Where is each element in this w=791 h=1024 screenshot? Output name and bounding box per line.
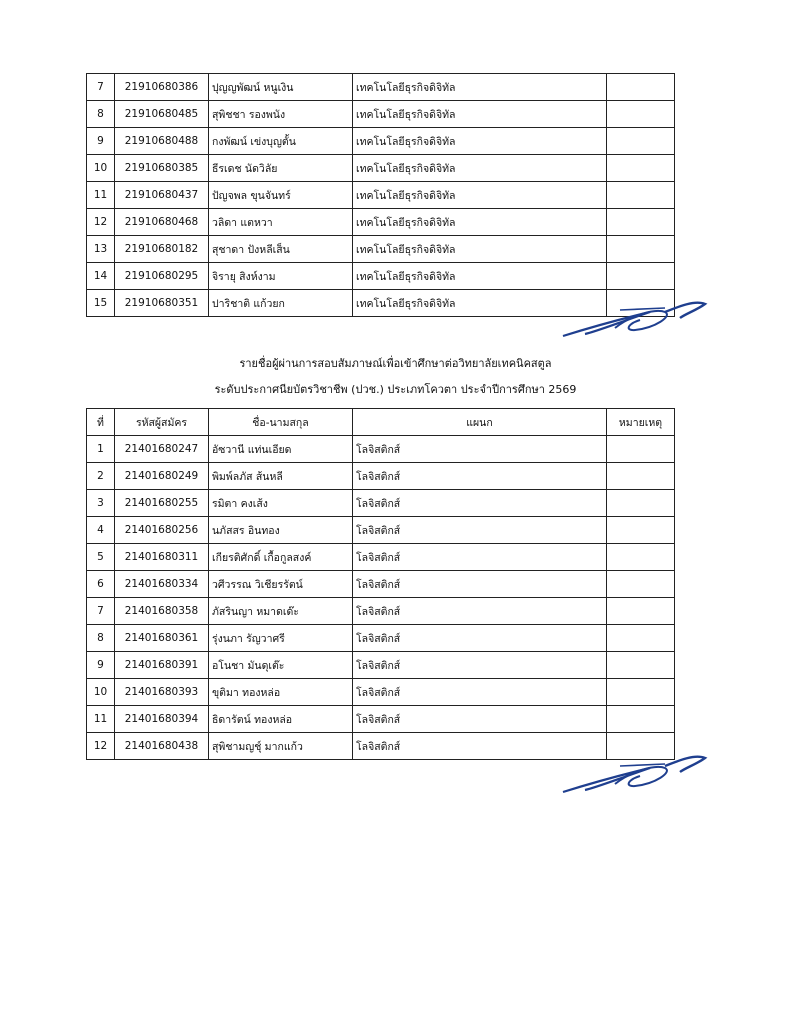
remarks bbox=[607, 571, 675, 598]
header-department: แผนก bbox=[353, 409, 607, 436]
remarks bbox=[607, 463, 675, 490]
applicant-name: เกียรติศักดิ์ เกื้อกูลสงค์ bbox=[209, 544, 353, 571]
applicant-id: 21401680256 bbox=[115, 517, 209, 544]
row-number: 9 bbox=[87, 652, 115, 679]
row-number: 13 bbox=[87, 236, 115, 263]
applicant-id: 21910680488 bbox=[115, 128, 209, 155]
applicant-name: ภัสรินญา หมาดเด๊ะ bbox=[209, 598, 353, 625]
table-row bbox=[87, 598, 675, 625]
applicant-name: ธีรเดช นัดวิลัย bbox=[209, 155, 353, 182]
table-row bbox=[87, 679, 675, 706]
row-number: 6 bbox=[87, 571, 115, 598]
applicant-id: 21401680361 bbox=[115, 625, 209, 652]
remarks bbox=[607, 652, 675, 679]
department: โลจิสติกส์ bbox=[353, 517, 607, 544]
row-number: 10 bbox=[87, 155, 115, 182]
remarks bbox=[607, 155, 675, 182]
remarks bbox=[607, 128, 675, 155]
applicant-name: วศีวรรณ วิเชียรรัตน์ bbox=[209, 571, 353, 598]
remarks bbox=[607, 706, 675, 733]
applicant-name: อโนชา มันดุเต๊ะ bbox=[209, 652, 353, 679]
applicant-id: 21910680485 bbox=[115, 101, 209, 128]
table2-body bbox=[87, 436, 675, 760]
row-number: 11 bbox=[87, 182, 115, 209]
row-number: 5 bbox=[87, 544, 115, 571]
remarks bbox=[607, 679, 675, 706]
applicant-name: จิรายุ สิงห์งาม bbox=[209, 263, 353, 290]
row-number: 3 bbox=[87, 490, 115, 517]
table-row bbox=[87, 625, 675, 652]
table-row bbox=[87, 436, 675, 463]
row-number: 8 bbox=[87, 101, 115, 128]
remarks bbox=[607, 517, 675, 544]
remarks bbox=[607, 209, 675, 236]
table-row bbox=[87, 236, 675, 263]
table1-body bbox=[87, 74, 675, 317]
applicant-name: สุชาดา ปังหลีเส็น bbox=[209, 236, 353, 263]
remarks bbox=[607, 625, 675, 652]
row-number: 15 bbox=[87, 290, 115, 317]
department: เทคโนโลยีธุรกิจดิจิทัล bbox=[353, 101, 607, 128]
department: เทคโนโลยีธุรกิจดิจิทัล bbox=[353, 155, 607, 182]
table-row bbox=[87, 182, 675, 209]
row-number: 14 bbox=[87, 263, 115, 290]
applicant-id: 21910680295 bbox=[115, 263, 209, 290]
applicant-name: กงพัฒน์ เข่งบุญตั้น bbox=[209, 128, 353, 155]
header-remarks: หมายเหตุ bbox=[607, 409, 675, 436]
row-number: 7 bbox=[87, 74, 115, 101]
department: โลจิสติกส์ bbox=[353, 625, 607, 652]
table-row bbox=[87, 571, 675, 598]
applicant-name: รุ่งนภา รัญวาศรี bbox=[209, 625, 353, 652]
header-no: ที่ bbox=[87, 409, 115, 436]
table-row bbox=[87, 463, 675, 490]
department: โลจิสติกส์ bbox=[353, 706, 607, 733]
table-row bbox=[87, 101, 675, 128]
row-number: 11 bbox=[87, 706, 115, 733]
applicant-name: อัซวานี แท่นเอียด bbox=[209, 436, 353, 463]
remarks bbox=[607, 182, 675, 209]
department: โลจิสติกส์ bbox=[353, 679, 607, 706]
table-row bbox=[87, 209, 675, 236]
table-row bbox=[87, 517, 675, 544]
applicant-id: 21910680386 bbox=[115, 74, 209, 101]
applicant-id: 21910680468 bbox=[115, 209, 209, 236]
applicant-name: ปาริชาติ แก้วยก bbox=[209, 290, 353, 317]
department: โลจิสติกส์ bbox=[353, 490, 607, 517]
remarks bbox=[607, 74, 675, 101]
row-number: 10 bbox=[87, 679, 115, 706]
applicant-id: 21401680311 bbox=[115, 544, 209, 571]
applicant-name: ขุติมา ทองหล่อ bbox=[209, 679, 353, 706]
signature-mark bbox=[555, 740, 725, 800]
table-row bbox=[87, 128, 675, 155]
department: เทคโนโลยีธุรกิจดิจิทัล bbox=[353, 263, 607, 290]
applicant-id: 21401680394 bbox=[115, 706, 209, 733]
remarks bbox=[607, 101, 675, 128]
remarks bbox=[607, 598, 675, 625]
row-number: 9 bbox=[87, 128, 115, 155]
applicant-id: 21401680393 bbox=[115, 679, 209, 706]
header-full-name: ชื่อ-นามสกุล bbox=[209, 409, 353, 436]
remarks bbox=[607, 490, 675, 517]
applicant-id: 21401680247 bbox=[115, 436, 209, 463]
applicant-id: 21401680391 bbox=[115, 652, 209, 679]
department: เทคโนโลยีธุรกิจดิจิทัล bbox=[353, 290, 607, 317]
department: โลจิสติกส์ bbox=[353, 544, 607, 571]
applicant-name: พิมพ์ลภัส ส้นหลี bbox=[209, 463, 353, 490]
applicant-table-logistics bbox=[86, 408, 675, 760]
applicant-id: 21401680255 bbox=[115, 490, 209, 517]
applicant-table-digital-business bbox=[86, 73, 675, 317]
applicant-id: 21401680249 bbox=[115, 463, 209, 490]
applicant-id: 21401680438 bbox=[115, 733, 209, 760]
department: โลจิสติกส์ bbox=[353, 571, 607, 598]
row-number: 12 bbox=[87, 209, 115, 236]
applicant-id: 21401680334 bbox=[115, 571, 209, 598]
applicant-name: สุพิชชา รองพนัง bbox=[209, 101, 353, 128]
applicant-id: 21401680358 bbox=[115, 598, 209, 625]
department: เทคโนโลยีธุรกิจดิจิทัล bbox=[353, 128, 607, 155]
table-row bbox=[87, 652, 675, 679]
remarks bbox=[607, 263, 675, 290]
applicant-name: ปุญญพัฒน์ หนูเงิน bbox=[209, 74, 353, 101]
row-number: 12 bbox=[87, 733, 115, 760]
list-heading-line2: ระดับประกาศนียบัตรวิชาชีพ (ปวช.) ประเภทโควตา ประจำปีการศึกษา 2569 bbox=[214, 383, 577, 396]
row-number: 4 bbox=[87, 517, 115, 544]
applicant-name: ธิดารัตน์ ทองหล่อ bbox=[209, 706, 353, 733]
applicant-name: รมิตา คงเส้ง bbox=[209, 490, 353, 517]
department: เทคโนโลยีธุรกิจดิจิทัล bbox=[353, 209, 607, 236]
list-heading-line1: รายชื่อผู้ผ่านการสอบสัมภาษณ์เพื่อเข้าศึกษาต่อวิทยาลัยเทคนิคสตูล bbox=[239, 357, 552, 370]
table-row bbox=[87, 490, 675, 517]
department: โลจิสติกส์ bbox=[353, 598, 607, 625]
applicant-name: วลิดา แตหวา bbox=[209, 209, 353, 236]
remarks bbox=[607, 544, 675, 571]
row-number: 1 bbox=[87, 436, 115, 463]
table-header-row bbox=[87, 409, 675, 436]
applicant-name: สุพิชามญชุ์ มากแก้ว bbox=[209, 733, 353, 760]
remarks bbox=[607, 236, 675, 263]
applicant-id: 21910680437 bbox=[115, 182, 209, 209]
department: โลจิสติกส์ bbox=[353, 463, 607, 490]
department: เทคโนโลยีธุรกิจดิจิทัล bbox=[353, 236, 607, 263]
remarks bbox=[607, 436, 675, 463]
applicant-id: 21910680385 bbox=[115, 155, 209, 182]
table-row bbox=[87, 706, 675, 733]
signature-mark bbox=[555, 288, 725, 348]
department: เทคโนโลยีธุรกิจดิจิทัล bbox=[353, 74, 607, 101]
department: โลจิสติกส์ bbox=[353, 733, 607, 760]
row-number: 8 bbox=[87, 625, 115, 652]
table-row bbox=[87, 155, 675, 182]
table-row bbox=[87, 74, 675, 101]
applicant-id: 21910680182 bbox=[115, 236, 209, 263]
department: เทคโนโลยีธุรกิจดิจิทัล bbox=[353, 182, 607, 209]
row-number: 2 bbox=[87, 463, 115, 490]
department: โลจิสติกส์ bbox=[353, 652, 607, 679]
row-number: 7 bbox=[87, 598, 115, 625]
applicant-name: นภัสสร อินทอง bbox=[209, 517, 353, 544]
department: โลจิสติกส์ bbox=[353, 436, 607, 463]
applicant-name: ปัญจพล ขุนจันทร์ bbox=[209, 182, 353, 209]
applicant-id: 21910680351 bbox=[115, 290, 209, 317]
header-applicant-id: รหัสผู้สมัคร bbox=[115, 409, 209, 436]
table-row bbox=[87, 263, 675, 290]
table-row bbox=[87, 544, 675, 571]
